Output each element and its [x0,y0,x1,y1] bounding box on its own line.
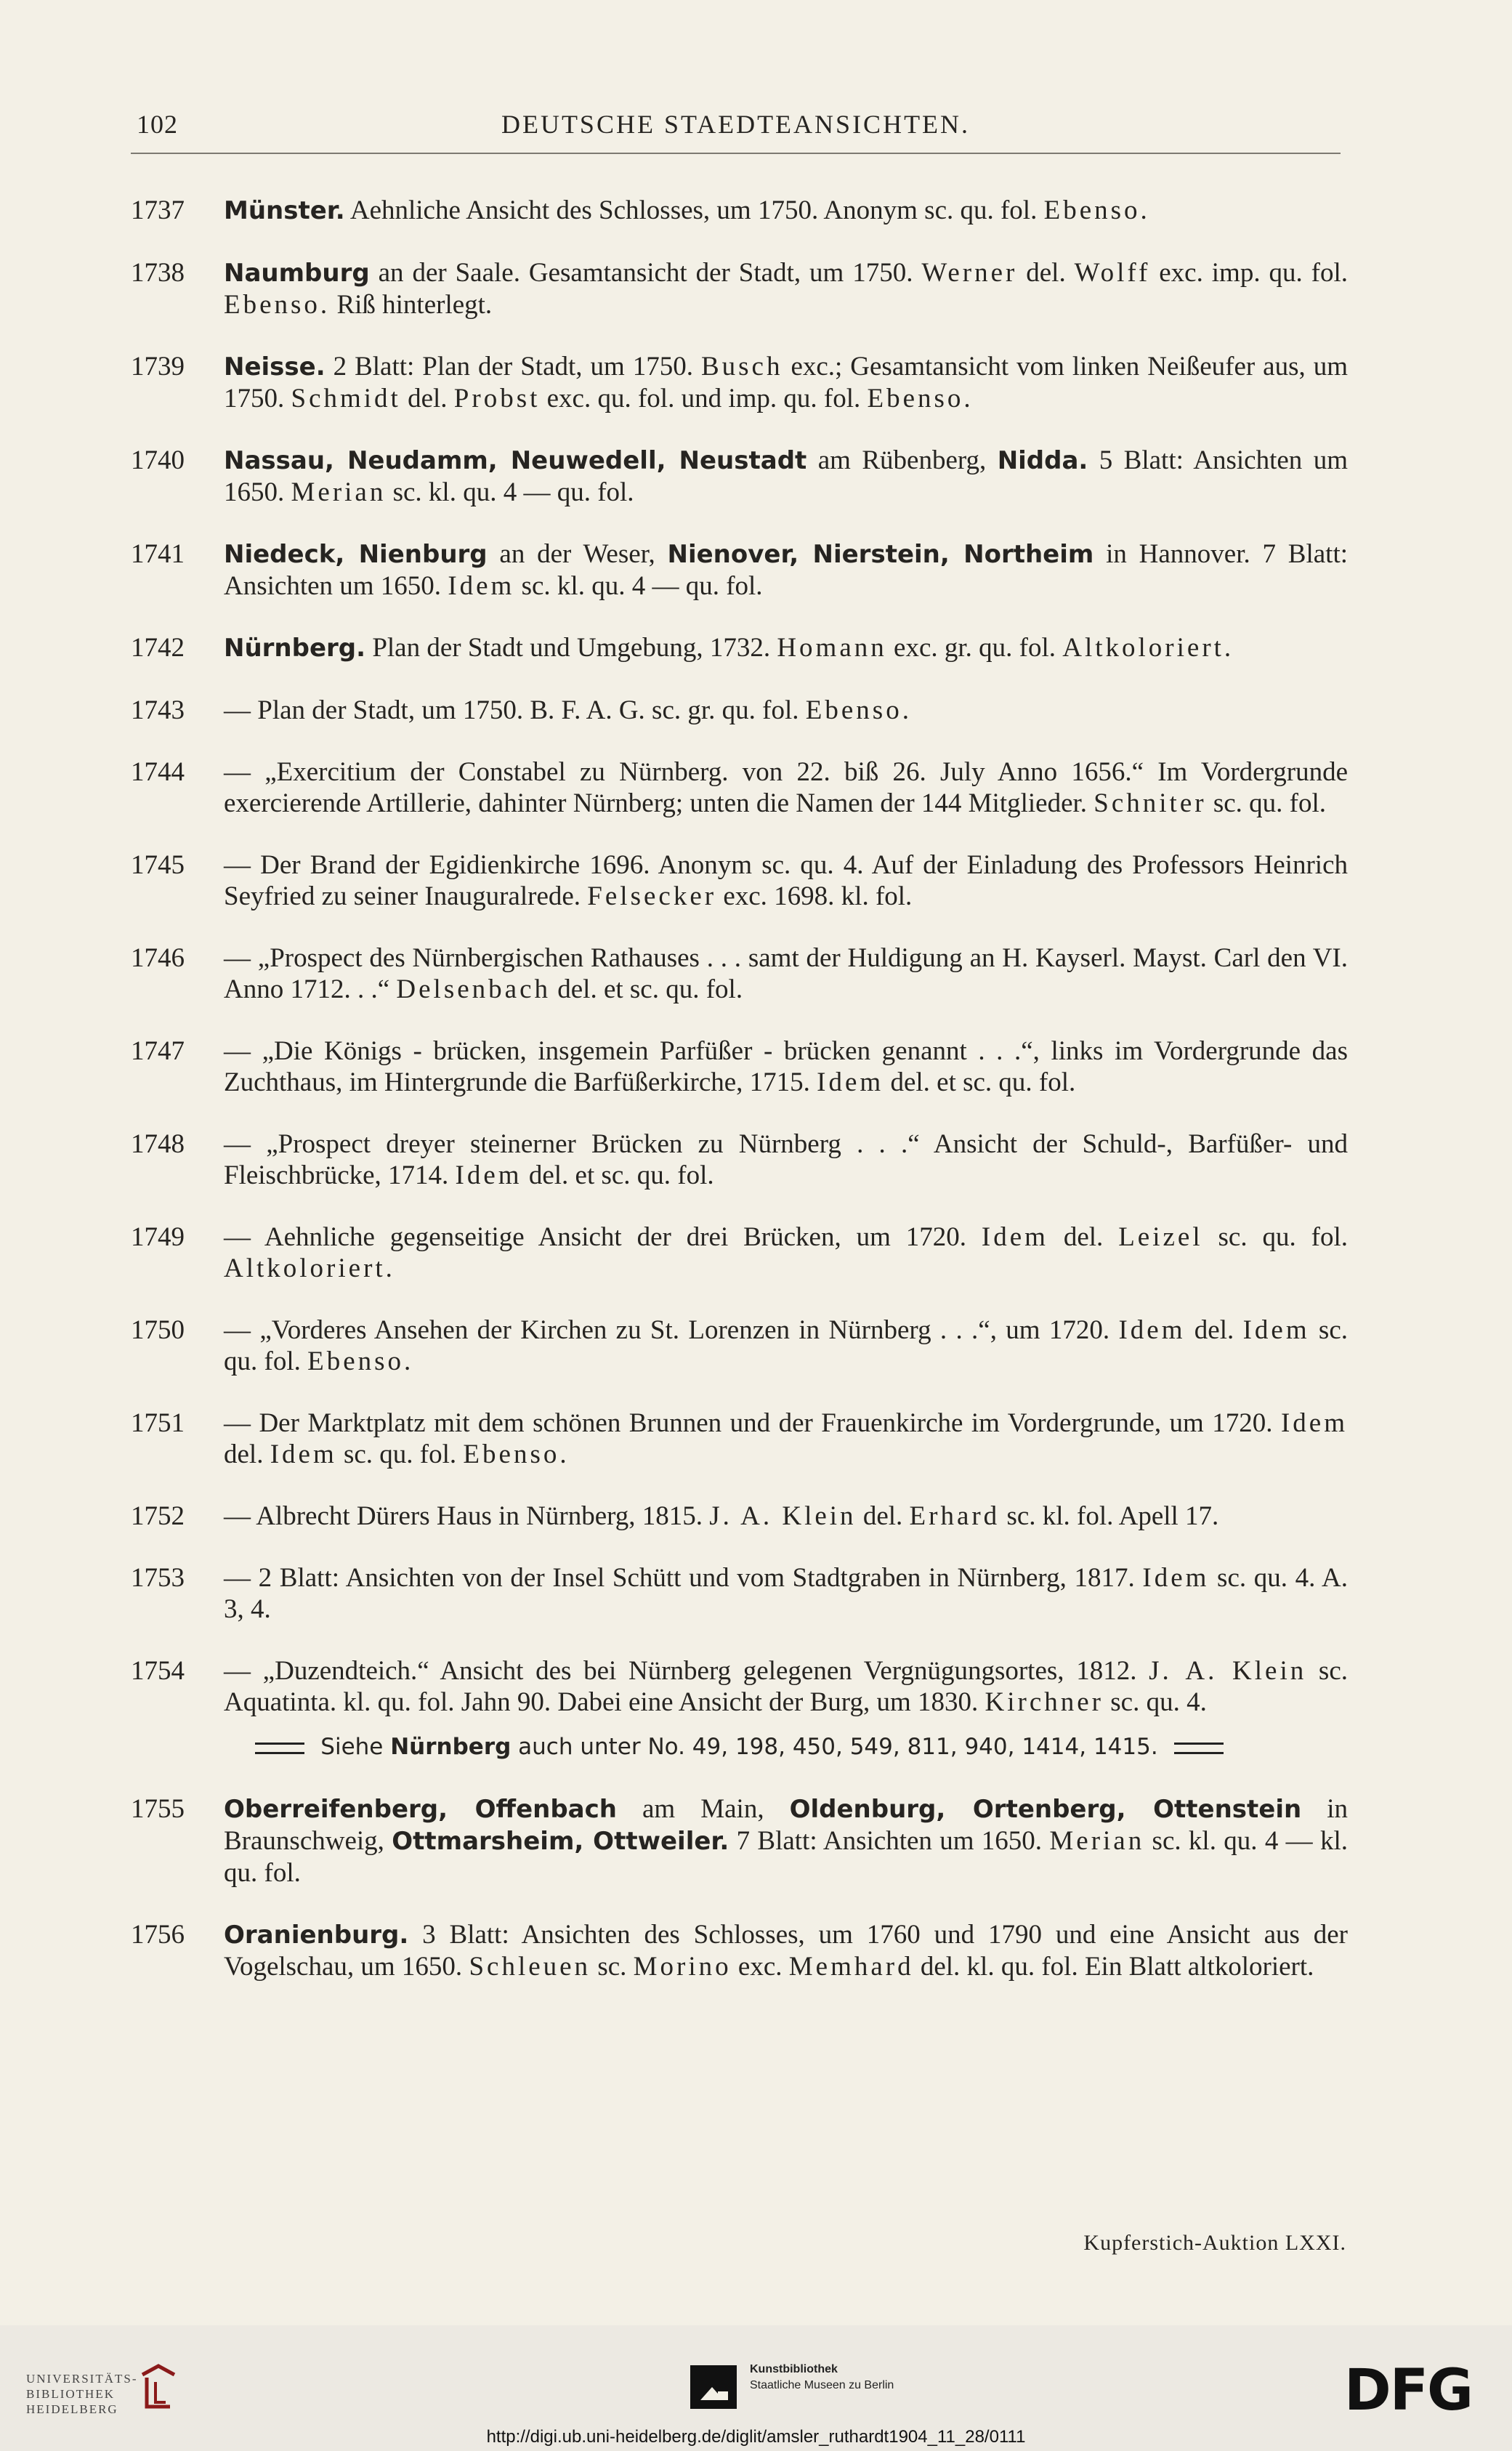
entry-spaced-name: Ebenso. [805,695,912,725]
entry-number: 1741 [131,539,185,569]
entry-text [224,1222,1348,1283]
entry-number: 1738 [131,258,185,288]
catalogue-entry [131,1655,1348,1718]
entry-text-run: — „Prospect des Nürnbergischen Rathauses . . . samt der Huldigung an H. Kayserl. Mayst. Carl den VI. Anno 1712. . .“ [224,943,1348,1004]
entry-text-run: sc. kl. qu. 4 — qu. fol. [514,571,763,601]
entry-number: 1742 [131,633,185,663]
entry-text-run: exc. 1698. kl. fol. [716,881,913,911]
entry-text-run: — „Vorderes Ansehen der Kirchen zu St. Lorenzen in Nürnberg . . .“, um 1720. [224,1315,1119,1345]
entry-text-run: — Plan der Stadt, um 1750. B. F. A. G. sc. gr. qu. fol. [224,695,806,725]
entry-text [224,633,1234,663]
entry-number: 1737 [131,195,185,225]
entry-spaced-name: Idem [1118,1315,1186,1345]
entry-text-run: del. [1185,1315,1243,1345]
entry-text-run: del. et sc. qu. fol. [551,974,743,1004]
entry-text-run: exc.; Gesamtansicht vom linken Neißeufer aus, um 1750. [224,352,1348,413]
entry-text-run: 3 Blatt: Ansichten des Schlosses, um 1760 und 1790 und eine Ansicht aus der Vogelschau, um 1650. [224,1920,1348,1982]
catalogue-entries [131,195,1348,2013]
running-title: DEUTSCHE STAEDTEANSICHTEN. [501,110,971,139]
entry-number: 1753 [131,1563,185,1593]
header-rule [131,153,1341,154]
entry-number: 1747 [131,1036,185,1066]
entry-text-run: sc. [591,1952,634,1982]
entry-spaced-name: Schmidt [291,384,401,413]
catalogue-entry [131,632,1348,664]
entry-text-run: Aehnliche Ansicht des Schlosses, um 1750. Anonym sc. qu. fol. [344,195,1044,225]
entry-place-name: Naumburg [224,259,370,288]
catalogue-entry [131,195,1348,227]
entry-spaced-name: Felsecker [587,881,717,911]
university-logo-icon[interactable] [137,2360,180,2412]
entry-text-run: exc. qu. fol. und imp. qu. fol. [540,384,868,413]
entry-text-run: — Aehnliche gegenseitige Ansicht der drei Brücken, um 1720. [224,1222,982,1252]
catalogue-entry [131,1408,1348,1470]
entry-text [224,695,912,725]
entry-text [224,445,1348,507]
entry-spaced-name: Werner [921,258,1018,288]
entry-text-run: exc. gr. qu. fol. [886,633,1063,663]
entry-place-name: Nassau, Neudamm, Neuwedell, Neustadt [224,446,807,475]
entry-place-name: Ottmarsheim, Ottweiler. [392,1827,729,1856]
catalogue-entry [131,1919,1348,1982]
auction-footer: Kupferstich-Auktion LXXI. [1083,2231,1346,2255]
entry-text-run: an der Saale. Gesamtansicht der Stadt, um 1750. [369,258,922,288]
kunstbibliothek-logo-icon[interactable] [690,2365,737,2409]
kb-subtitle: Staatliche Museen zu Berlin [750,2379,894,2391]
entry-place-name: Nienover, Nierstein, Northeim [667,540,1094,569]
entry-text [224,1563,1348,1624]
entry-text-run: Riß hinterlegt. [330,290,493,320]
entry-place-name: Münster. [224,196,345,225]
entry-place-name: Neisse. [224,352,326,381]
entry-spaced-name: Idem [270,1439,337,1469]
entry-text-run: sc. qu. fol. [336,1439,464,1469]
catalogue-entry [131,756,1348,819]
catalogue-entry [131,1222,1348,1284]
catalogue-entry [131,1501,1348,1532]
entry-text-run: — 2 Blatt: Ansichten von der Insel Schütt und vom Stadtgraben in Nürnberg, 1817. [224,1563,1143,1593]
entry-text [224,1920,1348,1982]
entry-text-run: am Rübenberg, [806,445,998,475]
entry-spaced-name: Schniter [1093,788,1207,818]
entry-spaced-name: Memhard [788,1952,914,1982]
entry-text-run: sc. qu. fol. [224,1315,1348,1376]
entry-spaced-name: Merian [291,477,387,507]
entry-number: 1743 [131,695,185,725]
entry-text-run: del. [224,1439,270,1469]
entry-number: 1739 [131,352,185,381]
entry-text-run: Plan der Stadt und Umgebung, 1732. [365,633,777,663]
kunstbibliothek-text [750,2362,894,2394]
entry-spaced-name: Homann [777,633,887,663]
entry-spaced-name: Ebenso. [867,384,974,413]
uni-line: HEIDELBERG [26,2402,118,2416]
entry-text [224,1129,1348,1190]
catalogue-entry [131,445,1348,508]
entry-text [224,1501,1218,1531]
entry-place-name: Nidda. [997,446,1088,475]
entry-place-name: Oranienburg. [224,1921,409,1950]
catalogue-entry [131,695,1348,726]
entry-spaced-name: Ebenso. [1043,195,1150,225]
entry-text-run: — „Prospect dreyer steinerner Brücken zu Nürnberg . . .“ Ansicht der Schuld-, Barfüßer- und Fleischbrücke, 1714. [224,1129,1348,1190]
double-rule-left [255,1743,304,1754]
uni-line: BIBLIOTHEK [26,2387,115,2401]
entry-text-run: sc. Aquatinta. kl. qu. fol. Jahn 90. Dabei eine Ansicht der Burg, um 1830. [224,1656,1348,1717]
entry-text-run: del. [1017,258,1075,288]
entry-spaced-name: Schleuen [469,1952,591,1982]
entry-spaced-name: Idem [1242,1315,1310,1345]
catalogue-entry [131,538,1348,602]
entry-spaced-name: J. A. Klein [1149,1656,1307,1686]
entry-place-name: Niedeck, Nienburg [224,540,488,569]
entry-spaced-name: Ebenso. [224,290,331,320]
entry-spaced-name: Busch [700,352,783,381]
cross-reference [131,1734,1348,1760]
entry-text-run: — Albrecht Dürers Haus in Nürnberg, 1815. [224,1501,710,1531]
entry-text-run: sc. qu. fol. [1202,1222,1348,1252]
entry-text [224,1794,1348,1888]
entry-place-name: Oldenburg, Ortenberg, Ottenstein [789,1795,1302,1824]
entry-spaced-name: Idem [981,1222,1048,1252]
entry-text [224,352,1348,413]
entry-text [224,1315,1348,1376]
entry-text-run: exc. [731,1952,789,1982]
entry-text-run: sc. qu. 4. A. 3, 4. [224,1563,1348,1624]
entry-text-run: sc. qu. fol. [1206,788,1327,818]
crossref-post: auch unter No. 49, 198, 450, 549, 811, 940, 1414, 1415. [511,1734,1158,1760]
entry-text [224,1408,1348,1469]
entry-spaced-name: Wolff [1074,258,1151,288]
permalink-url[interactable]: http://digi.ub.uni-heidelberg.de/diglit/amsler_ruthardt1904_11_28/0111 [486,2427,1026,2447]
entry-text-run: am Main, [616,1794,790,1824]
entry-spaced-name: Probst [453,384,541,413]
catalogue-entry [131,1793,1348,1889]
entry-place-name: Oberreifenberg, Offenbach [224,1795,617,1824]
entry-number: 1746 [131,943,185,973]
entry-number: 1740 [131,445,185,475]
entry-spaced-name: Kirchner [985,1687,1104,1717]
page-header [131,109,1341,147]
entry-number: 1754 [131,1656,185,1686]
catalogue-entry [131,351,1348,414]
crossref-pre: Siehe [320,1734,391,1760]
entry-number: 1748 [131,1129,185,1159]
kb-title: Kunstbibliothek [750,2363,838,2375]
catalogue-entry [131,942,1348,1005]
entry-text [224,943,1348,1004]
entry-spaced-name: Idem [448,571,515,601]
entry-spaced-name: Merian [1049,1826,1145,1856]
entry-text-run: sc. kl. fol. Apell 17. [1000,1501,1219,1531]
entry-spaced-name: Altkoloriert. [224,1253,395,1283]
entry-text-run: del. [1048,1222,1119,1252]
catalogue-entry [131,849,1348,912]
catalogue-entry [131,1562,1348,1625]
entry-text-run: an der Weser, [487,539,668,569]
entry-text-run: del. et sc. qu. fol. [522,1160,714,1190]
entry-text-run: — „Exercitium der Constabel zu Nürnberg. von 22. biß 26. July Anno 1656.“ Im Vordergrunde exercierende Artillerie, dahinter Nürnberg; unten die Namen der 144 Mitglieder. [224,757,1348,818]
entry-place-name: Nürnberg. [224,634,366,663]
entry-text-run: — „Die Königs - brücken, insgemein Parfüßer - brücken genannt . . .“, links im Vordergrunde das Zuchthaus, im Hintergrunde die Barfüßerkirche, 1715. [224,1036,1348,1097]
entry-spaced-name: Ebenso. [463,1439,570,1469]
entry-text-run: in Braunschweig, [224,1794,1348,1856]
entry-text [224,1036,1348,1097]
entry-spaced-name: Idem [817,1067,884,1097]
entry-text [224,539,1348,601]
entry-text-run: sc. kl. qu. 4 — qu. fol. [386,477,634,507]
entry-number: 1752 [131,1501,185,1531]
entry-text-run: 5 Blatt: Ansichten um 1650. [224,445,1349,507]
dfg-logo[interactable]: DFG [1344,2358,1473,2423]
catalogue-entry [131,257,1348,320]
entry-spaced-name: Leizel [1118,1222,1203,1252]
entry-text-run: del. kl. qu. fol. Ein Blatt altkoloriert. [913,1952,1314,1982]
entry-number: 1756 [131,1920,185,1950]
entry-text [224,195,1150,225]
entry-text [224,757,1348,818]
entry-spaced-name: Delsenbach [396,974,551,1004]
entry-text-run: — Der Brand der Egidienkirche 1696. Anonym sc. qu. 4. Auf der Einladung des Professors Heinrich Seyfried zu seiner Inauguralrede. [224,850,1348,911]
entry-text-run: 7 Blatt: Ansichten um 1650. [729,1826,1050,1856]
entry-spaced-name: Ebenso. [307,1346,414,1376]
entry-number: 1744 [131,757,185,787]
entry-spaced-name: Erhard [909,1501,1000,1531]
catalogue-entry [131,1128,1348,1191]
catalogue-entry [131,1315,1348,1377]
double-rule-right [1174,1743,1224,1754]
entry-text-run: sc. qu. 4. [1104,1687,1207,1717]
entry-text-run: — Der Marktplatz mit dem schönen Brunnen und der Frauenkirche im Vordergrunde, um 1720. [224,1408,1281,1438]
entry-text [224,850,1348,911]
entry-spaced-name: Morino [633,1952,732,1982]
entry-text-run: del. [400,384,454,413]
entry-text-run: in Hannover. 7 Blatt: Ansichten um 1650. [224,539,1349,601]
entry-number: 1750 [131,1315,185,1345]
uni-line: UNIVERSITÄTS- [26,2372,138,2386]
entry-text-run: sc. kl. qu. 4 — kl. qu. fol. [224,1826,1348,1888]
entry-text-run: — „Duzendteich.“ Ansicht des bei Nürnberg gelegenen Vergnügungsortes, 1812. [224,1656,1149,1686]
university-library-text [26,2371,138,2417]
entry-number: 1751 [131,1408,185,1438]
entry-number: 1755 [131,1794,185,1824]
entry-text-run: 2 Blatt: Plan der Stadt, um 1750. [325,352,701,381]
entry-spaced-name: Idem [1280,1408,1348,1438]
entry-text-run: del. [856,1501,910,1531]
entry-spaced-name: Idem [455,1160,522,1190]
entry-spaced-name: Idem [1142,1563,1210,1593]
crossref-bold: Nürnberg [390,1734,512,1760]
entry-text-run: del. et sc. qu. fol. [884,1067,1076,1097]
entry-number: 1745 [131,850,185,880]
catalogue-entry [131,1035,1348,1098]
entry-spaced-name: Altkoloriert. [1062,633,1234,663]
page-number: 102 [137,110,178,139]
entry-spaced-name: J. A. Klein [709,1501,857,1531]
entry-text-run: exc. imp. qu. fol. [1150,258,1349,288]
entry-text [224,1656,1348,1717]
entry-number: 1749 [131,1222,185,1252]
entry-text [224,258,1348,320]
